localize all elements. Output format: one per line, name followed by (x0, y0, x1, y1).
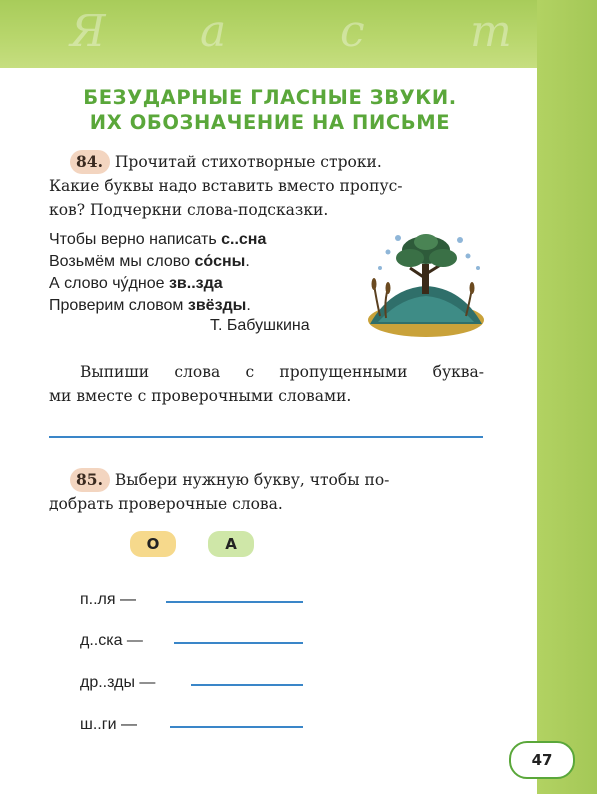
task-84-line1 (70, 150, 484, 174)
decorative-letters: с (340, 6, 365, 57)
task-85-line2: добрать проверочные слова. (49, 495, 283, 513)
poem (49, 229, 266, 317)
word-answer-line[interactable] (166, 601, 303, 603)
task-84-instruction-line1: Выпиши слова с пропущенными буква- (80, 363, 484, 381)
exercise-word: д..ска — (80, 632, 143, 649)
poem-line: Чтобы верно написать с..сна (49, 231, 267, 248)
tree-illustration (360, 228, 490, 340)
decorative-letters: т (470, 6, 512, 57)
poem-keyword: звёзды (187, 297, 247, 314)
word-answer-line[interactable] (170, 726, 303, 728)
task-84-line3: ков? Подчеркни слова-подсказки. (49, 201, 329, 219)
poem-line: Проверим словом звёзды. (49, 297, 251, 314)
task-84-text: Прочитай стихотворные строки. (114, 153, 382, 171)
right-decorative-band (537, 0, 597, 794)
poem-author: Т. Бабушкина (210, 317, 310, 334)
poem-line: А слово чу́дное зв..зда (49, 275, 223, 292)
poem-keyword: со́сны (194, 253, 246, 270)
page-title-line1: БЕЗУДАРНЫЕ ГЛАСНЫЕ ЗВУКИ. (83, 86, 457, 109)
task-85-text: Выбери нужную букву, чтобы по- (114, 471, 390, 489)
word-answer-line[interactable] (191, 684, 303, 686)
exercise-word: п..ля — (80, 591, 136, 608)
word-answer-line[interactable] (174, 642, 303, 644)
decorative-letters: Я (70, 6, 106, 57)
page-number: 47 (509, 741, 575, 779)
task-84-instruction-line2: ми вместе с проверочными словами. (49, 387, 352, 405)
letter-choice-o[interactable]: О (130, 531, 176, 557)
poem-line: Возьмём мы слово со́сны. (49, 253, 250, 270)
poem-keyword: зв..зда (168, 275, 223, 292)
decorative-letters: а (200, 6, 227, 57)
page-title-line2: ИХ ОБОЗНАЧЕНИЕ НА ПИСЬМЕ (89, 111, 451, 134)
poem-keyword: с..сна (221, 231, 267, 248)
letter-choice-a[interactable]: А (208, 531, 254, 557)
answer-line[interactable] (49, 436, 483, 438)
exercise-word: ш..ги — (80, 716, 137, 733)
task-84-line2: Какие буквы надо вставить вместо пропус- (49, 177, 403, 195)
top-decorative-band (0, 0, 597, 68)
task-85-line1 (70, 468, 484, 492)
task-number-badge: 85. (70, 468, 110, 492)
task-number-badge: 84. (70, 150, 110, 174)
exercise-word: др..зды — (80, 674, 156, 691)
